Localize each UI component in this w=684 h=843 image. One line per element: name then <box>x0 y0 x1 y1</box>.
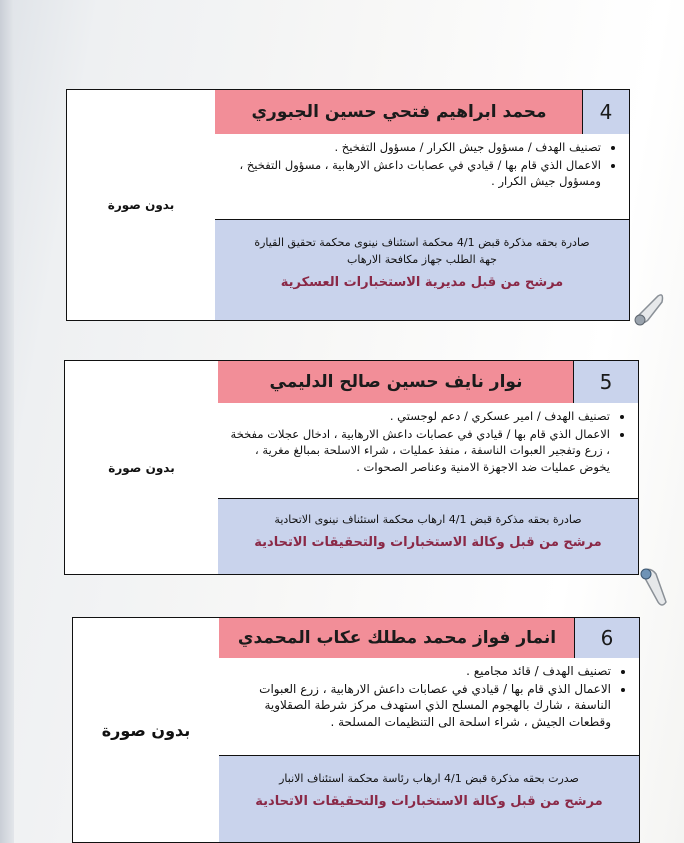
record-number-text: 4 <box>599 100 613 124</box>
binder-clip-icon <box>636 562 676 608</box>
binder-clip-icon <box>628 288 668 330</box>
nominated-by-text: مرشح من قبل وكالة الاستخبارات والتحقيقات الاتحادية <box>255 794 603 809</box>
record-card-4 <box>66 89 630 321</box>
detail-item: • تصنيف الهدف / قائد مجاميع . <box>229 663 611 680</box>
record-number <box>582 90 629 135</box>
person-name <box>219 618 575 659</box>
warrant-text: صادرة بحقه مذكرة قبض 4/1 محكمة استئناف نينوى محكمة تحقيق القيارة <box>254 236 590 249</box>
details-section <box>219 658 639 756</box>
person-name-text: نوار نايف حسين صالح الدليمي <box>269 372 523 392</box>
record-card-5 <box>64 360 639 575</box>
photo-placeholder <box>73 618 220 842</box>
no-photo-label: بدون صورة <box>107 198 175 212</box>
details-list <box>228 408 624 475</box>
warrant-section <box>218 499 638 574</box>
detail-item: • الاعمال الذي قام بها / قيادي في عصابات داعش الارهابية ، مسؤول التفخيخ ، ومسؤول جيش الكرار . <box>225 157 601 190</box>
details-list <box>229 663 625 730</box>
person-name-text: محمد ابراهيم فتحي حسين الجبوري <box>251 102 547 122</box>
no-photo-label: بدون صورة <box>101 720 191 740</box>
no-photo-label: بدون صورة <box>108 460 175 475</box>
record-number-text: 6 <box>600 626 614 650</box>
detail-item: • الاعمال الذي قام بها / قيادي في عصابات داعش الارهابية ، زرع العبوات الناسفة ، شارك بالهجوم المسلح الذي استهدف مركز شرطة الصقلاوية وقطعات الجيش ، شراء اسلحة الى التنظيمات المسلحة . <box>229 681 611 731</box>
detail-item: • الاعمال الذي قام بها / قيادي في عصابات داعش الارهابية ، ادخال عجلات مفخخة ، زرع وتفجير العبوات الناسفة ، منفذ عمليات ، شراء الاسلحة بمبالغ مغرية ، يخوض عمليات ضد الاجهزة الامنية وعناصر الصحوات . <box>228 426 610 476</box>
warrant-text: صادرة بحقه مذكرة قبض 4/1 ارهاب محكمة استئناف نينوى الاتحادية <box>274 513 582 526</box>
warrant-section <box>219 756 639 842</box>
warrant-section <box>215 220 629 320</box>
detail-item: • تصنيف الهدف / امير عسكري / دعم لوجستي . <box>228 408 610 425</box>
person-name-text: انمار فواز محمد مطلك عكاب المحمدي <box>237 628 557 648</box>
person-name <box>215 90 583 135</box>
warrant-text: صدرت بحقه مذكرة قبض 4/1 ارهاب رئاسة محكمة استئناف الانبار <box>279 772 579 785</box>
requester-text: جهة الطلب جهاز مكافحة الارهاب <box>347 253 497 266</box>
record-number <box>573 361 638 404</box>
record-card-6 <box>72 617 640 843</box>
details-section <box>215 134 629 220</box>
paper-edge <box>0 0 14 843</box>
detail-item: • تصنيف الهدف / مسؤول جيش الكرار / مسؤول التفخيخ . <box>225 139 601 156</box>
photo-placeholder <box>65 361 219 574</box>
details-list <box>225 139 615 190</box>
details-section <box>218 403 638 499</box>
nominated-by-text: مرشح من قبل مديرية الاستخبارات العسكرية <box>280 275 564 290</box>
person-name <box>218 361 574 404</box>
photo-placeholder <box>67 90 216 320</box>
nominated-by-text: مرشح من قبل وكالة الاستخبارات والتحقيقات الاتحادية <box>254 535 602 550</box>
record-number <box>574 618 639 659</box>
record-number-text: 5 <box>599 370 613 394</box>
